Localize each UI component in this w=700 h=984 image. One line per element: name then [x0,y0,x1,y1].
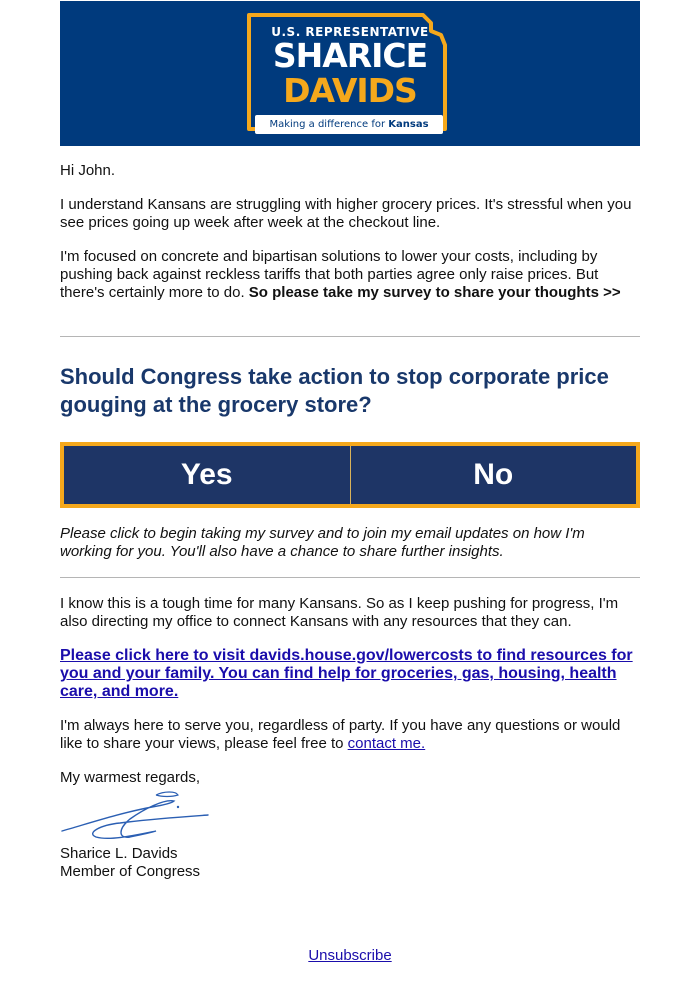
closing: My warmest regards, [60,769,201,786]
survey-note: Please click to begin taking my survey and to join my email updates on how I'm working for you. You'll also have a chance to share further insights. [60,525,585,560]
logo-title-line: U.S. REPRESENTATIVE [271,25,429,39]
divider [60,336,640,337]
email-body [60,1,640,964]
header-banner [60,1,640,146]
survey-question: Should Congress take action to stop corporate price gouging at the grocery store? [60,364,609,417]
solutions-text: I'm focused on concrete and bipartisan solutions to lower your costs, including by pushing back against reckless tariffs that both parties agree only raise prices. But there's certainly more to do. [60,248,599,301]
signature-name: Sharice L. Davids [60,845,178,862]
resources-paragraph: I know this is a tough time for many Kansans. So as I keep pushing for progress, I'm also directing my office to connect Kansans with any resources that they can. [60,595,619,630]
greeting: Hi John. [60,162,116,179]
resources-link[interactable]: Please click here to visit davids.house.gov/lowercosts to find resources for you and your family. You can find help for groceries, gas, housing, health care, and more. [60,647,633,700]
logo-last-name: DAVIDS [283,71,417,110]
unsubscribe-link[interactable]: Unsubscribe [308,947,392,964]
yes-button[interactable]: Yes [180,458,233,491]
logo-first-name: SHARICE [272,36,428,75]
divider [60,577,640,578]
no-button[interactable]: No [473,458,514,491]
solutions-paragraph [60,248,640,302]
contact-link[interactable]: contact me. [347,735,426,752]
logo-tagline [255,115,443,134]
tagline-text: Making a difference for [269,119,389,130]
campaign-logo [245,11,455,136]
survey-callout[interactable]: So please take my survey to share your thoughts >> [248,284,621,301]
intro-paragraph: I understand Kansans are struggling with higher grocery prices. It's stressful when you see prices going up week after week at the checkout line. [60,196,632,231]
contact-paragraph [60,717,640,753]
signature-title: Member of Congress [60,863,201,880]
contact-text: I'm always here to serve you, regardless of party. If you have any questions or would like to share your views, please feel free to [60,717,621,752]
tagline-bold: Kansas [388,119,429,130]
survey-vote-buttons [60,442,640,508]
unsubscribe-container [60,947,640,965]
signature-icon [60,787,212,847]
